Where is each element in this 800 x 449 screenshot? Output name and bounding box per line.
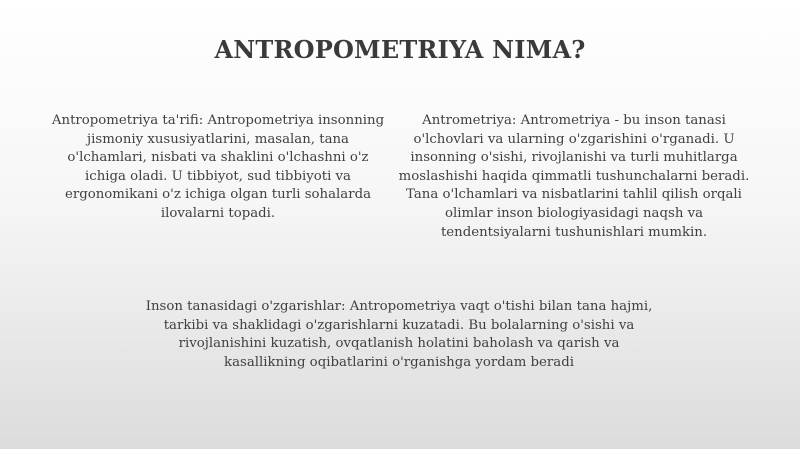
bottom-paragraph: Inson tanasidagi o'zgarishlar: Antropometriya vaqt o'tishi bilan tana hajmi, tarkibi va shaklidagi o'zgarishlarni kuzatadi. Bu bolalarning o'sishi va rivojlanishini kuzatish, ovqatlanish holatini baholash va qarish va kasallikning oqibatlarini o'rganishga yordam beradi xyxy=(145,299,653,370)
left-paragraph: Antropometriya ta'rifi: Antropometriya insonning jismoniy xususiyatlarini, masalan, tana o'lchamlari, nisbati va shaklini o'lchashni o'z ichiga oladi. U tibbiyot, sud tibbiyoti va ergonomikani o'z ichiga olgan turli sohalarda ilovalarni topadi. xyxy=(51,113,385,221)
right-paragraph: Antrometriya: Antrometriya - bu inson tanasi o'lchovlari va ularning o'zgarishini o'rganadi. U insonning o'sishi, rivojlanishi va turli muhitlarga moslashishi haqida qimmatli tushunchalarni beradi. Tana o'lchamlari va nisbatlarini tahlil qilish orqali olimlar inson biologiyasidagi naqsh va tendentsiyalarni tushunishlari mumkin. xyxy=(398,113,750,240)
slide-title: ANTROPOMETRIYA NIMA? xyxy=(214,35,586,64)
